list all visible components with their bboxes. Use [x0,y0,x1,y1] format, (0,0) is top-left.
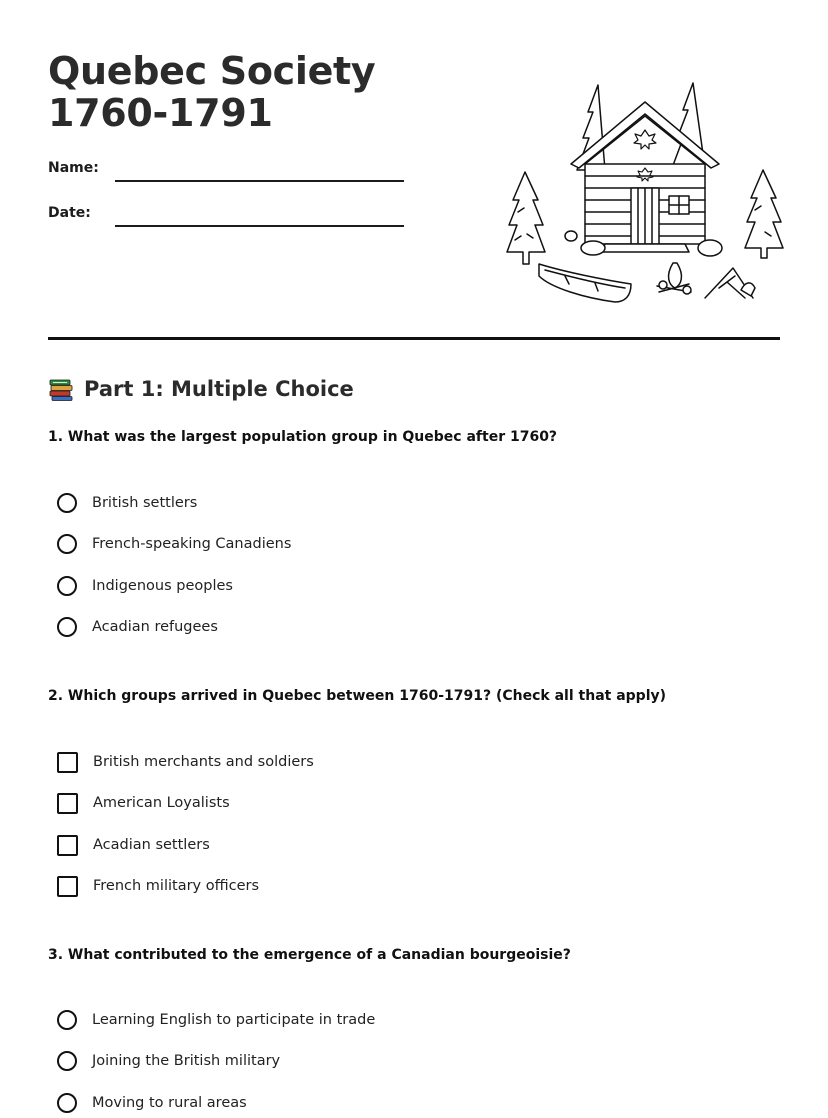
checkbox[interactable] [57,876,78,897]
question-1: 1. What was the largest population group in Quebec after 1760? [48,429,558,445]
q2-option-4[interactable]: French military officers [57,873,259,899]
name-label: Name: [48,160,99,176]
q2-option-1[interactable]: British merchants and soldiers [57,749,314,775]
date-line[interactable] [115,225,404,227]
part1-heading [48,374,354,404]
part1-heading-text: Part 1: Multiple Choice [84,377,354,401]
section-divider [48,337,780,340]
q2-option-3[interactable]: Acadian settlers [57,832,210,858]
question-2: 2. Which groups arrived in Quebec between 1760-1791? (Check all that apply) [48,688,667,704]
q3-option-2[interactable]: Joining the British military [57,1048,280,1074]
date-field[interactable] [48,205,408,229]
radio-button[interactable] [57,1093,77,1113]
campfire-icon [657,263,691,294]
books-icon [48,376,74,402]
radio-button[interactable] [57,1010,77,1030]
q1-option-4[interactable]: Acadian refugees [57,614,218,640]
q2-option-2[interactable]: American Loyalists [57,790,230,816]
q1-option-2[interactable]: French-speaking Canadiens [57,531,291,557]
page-title: Quebec Society 1760-1791 [48,49,376,135]
radio-button[interactable] [57,576,77,596]
checkbox[interactable] [57,835,78,856]
q3-option-3[interactable]: Moving to rural areas [57,1090,247,1116]
question-3: 3. What contributed to the emergence of a Canadian bourgeoisie? [48,947,571,963]
checkbox[interactable] [57,793,78,814]
date-label: Date: [48,205,91,221]
radio-button[interactable] [57,493,77,513]
tent-fire-icon [705,268,755,298]
radio-button[interactable] [57,1051,77,1071]
checkbox[interactable] [57,752,78,773]
log-cabin-illustration [505,80,785,305]
pine-tree-left-icon [507,172,545,264]
name-field[interactable] [48,160,408,184]
q1-option-3[interactable]: Indigenous peoples [57,573,233,599]
radio-button[interactable] [57,617,77,637]
q3-option-1[interactable]: Learning English to participate in trade [57,1007,375,1033]
q1-option-1[interactable]: British settlers [57,490,197,516]
pine-tree-right-icon [745,170,783,258]
radio-button[interactable] [57,534,77,554]
name-line[interactable] [115,180,404,182]
canoe-icon [539,264,631,302]
